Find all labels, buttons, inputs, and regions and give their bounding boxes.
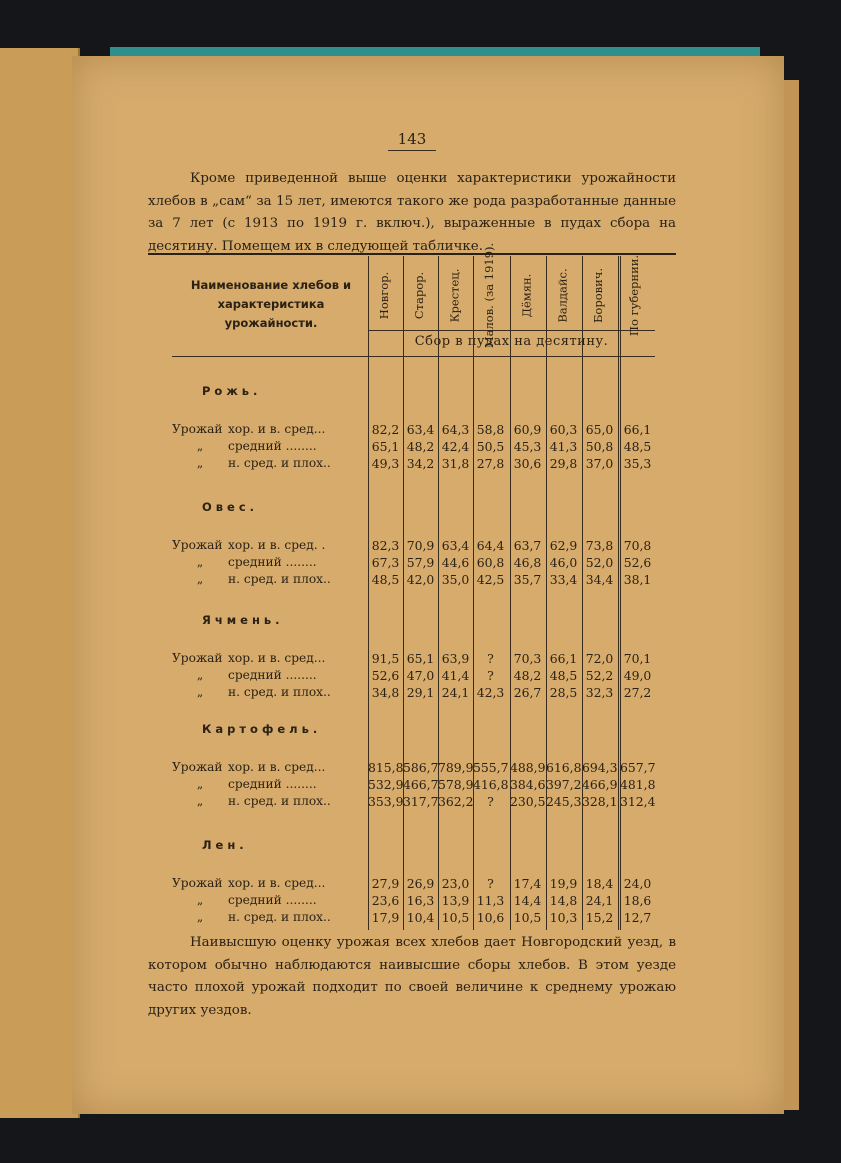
table-cell: 45,3 <box>513 439 542 454</box>
table-cell: 18,4 <box>585 876 614 891</box>
table-cell: 70,3 <box>513 651 542 666</box>
table-cell: 57,9 <box>406 555 435 570</box>
table-cell: 416,8 <box>473 777 509 792</box>
column-divider <box>473 256 474 930</box>
table-cell: 34,4 <box>585 572 614 587</box>
row-label-text: средний ........ <box>228 777 317 791</box>
table-cell: ? <box>487 668 494 683</box>
row-label-prefix: Урожай <box>172 538 223 552</box>
table-cell: 60,9 <box>513 422 542 437</box>
table-cell: 24,1 <box>585 893 614 908</box>
table-cell: 73,8 <box>585 538 614 553</box>
table-cell: 44,6 <box>441 555 470 570</box>
table-top-rule <box>148 253 676 255</box>
table-cell: 58,8 <box>476 422 505 437</box>
table-cell: 312,4 <box>620 794 656 809</box>
table-cell: 64,3 <box>441 422 470 437</box>
table-cell: 47,0 <box>406 668 435 683</box>
column-divider <box>438 256 439 930</box>
row-label <box>172 760 364 774</box>
table-cell: 13,9 <box>441 893 470 908</box>
row-label-text: хор. и в. сред... <box>228 876 326 890</box>
table-cell: 15,2 <box>585 910 614 925</box>
table-cell: 42,0 <box>406 572 435 587</box>
row-label-text: средний ........ <box>228 555 317 569</box>
table-cell: 815,8 <box>368 760 404 775</box>
column-divider <box>403 256 404 930</box>
row-label-prefix: „ <box>196 893 204 907</box>
table-cell: 66,1 <box>623 422 652 437</box>
row-label <box>172 538 364 552</box>
table-cell: 82,2 <box>371 422 400 437</box>
table-cell: 34,8 <box>371 685 400 700</box>
row-label-text: хор. и в. сред... <box>228 651 326 665</box>
table-cell: 362,2 <box>438 794 474 809</box>
table-cell: 38,1 <box>623 572 652 587</box>
table-cell: 23,0 <box>441 876 470 891</box>
row-label-prefix: „ <box>196 456 204 470</box>
row-label-prefix: „ <box>196 439 204 453</box>
column-divider <box>546 256 547 930</box>
table-cell: 49,0 <box>623 668 652 683</box>
table-cell: 50,5 <box>476 439 505 454</box>
column-header-label: Старор. <box>412 271 427 319</box>
table-cell: 384,6 <box>510 777 546 792</box>
column-header-label: Валдайс. <box>555 267 570 323</box>
harvest-table <box>172 242 656 930</box>
row-label <box>172 555 364 569</box>
table-cell: 72,0 <box>585 651 614 666</box>
table-cell: 60,8 <box>476 555 505 570</box>
table-cell: 24,0 <box>623 876 652 891</box>
table-cell: 23,6 <box>371 893 400 908</box>
row-label <box>172 668 364 682</box>
table-cell: 50,8 <box>585 439 614 454</box>
row-label <box>172 685 364 699</box>
row-label-text: н. сред. и плох.. <box>228 794 331 808</box>
table-cell: 91,5 <box>371 651 400 666</box>
table-cell: 63,7 <box>513 538 542 553</box>
row-label-text: хор. и в. сред... <box>228 760 326 774</box>
crop-group-title: Овес. <box>202 500 259 514</box>
table-cell: 29,1 <box>406 685 435 700</box>
column-header <box>439 260 471 330</box>
closing-paragraph: Наивысшую оценку урожая всех хлебов дает Новгородский уезд, в котором обычно наблюдаются наивысшие сборы хлебов. В этом уезде часто плохой урожай подходит по своей величине к среднему урожаю других уездов. <box>148 935 676 1018</box>
table-cell: 42,5 <box>476 572 505 587</box>
row-label-prefix: „ <box>196 668 204 682</box>
row-label <box>172 422 364 436</box>
column-header-label: Дёмян. <box>519 273 534 317</box>
table-cell: 67,3 <box>371 555 400 570</box>
table-cell: 65,1 <box>406 651 435 666</box>
table-cell: 35,0 <box>441 572 470 587</box>
table-cell: ? <box>487 876 494 891</box>
row-label <box>172 794 364 808</box>
page-number: 143 <box>388 130 436 151</box>
table-cell: 10,3 <box>549 910 578 925</box>
column-header-label: Новгор. <box>377 271 392 319</box>
table-cell: 52,2 <box>585 668 614 683</box>
table-cell: 52,6 <box>371 668 400 683</box>
table-cell: 37,0 <box>585 456 614 471</box>
table-cell: 397,2 <box>546 777 582 792</box>
row-label <box>172 893 364 907</box>
table-cell: 586,7 <box>403 760 439 775</box>
table-cell: 32,3 <box>585 685 614 700</box>
row-label-prefix: „ <box>196 910 204 924</box>
header-divider <box>368 330 655 331</box>
table-cell: 28,5 <box>549 685 578 700</box>
column-header <box>404 260 436 330</box>
row-label-text: н. сред. и плох.. <box>228 572 331 586</box>
row-label <box>172 456 364 470</box>
column-header <box>369 260 401 330</box>
table-cell: 14,4 <box>513 893 542 908</box>
row-label-text: средний ........ <box>228 439 317 453</box>
row-label-prefix: „ <box>196 685 204 699</box>
table-cell: 42,3 <box>476 685 505 700</box>
table-cell: 17,4 <box>513 876 542 891</box>
table-cell: 19,9 <box>549 876 578 891</box>
table-cell: 24,1 <box>441 685 470 700</box>
table-cell: 49,3 <box>371 456 400 471</box>
table-cell: 578,9 <box>438 777 474 792</box>
table-cell: 789,9 <box>438 760 474 775</box>
column-divider <box>510 256 511 930</box>
row-label-text: н. сред. и плох.. <box>228 685 331 699</box>
table-cell: 27,8 <box>476 456 505 471</box>
header-divider <box>172 356 655 357</box>
table-cell: 353,9 <box>368 794 404 809</box>
table-cell: 616,8 <box>546 760 582 775</box>
column-header <box>511 260 543 330</box>
table-cell: ? <box>487 651 494 666</box>
table-cell: 466,9 <box>582 777 618 792</box>
table-cell: 29,8 <box>549 456 578 471</box>
column-header <box>474 242 506 348</box>
table-cell: 12,7 <box>623 910 652 925</box>
table-cell: 488,9 <box>510 760 546 775</box>
row-label-prefix: „ <box>196 572 204 586</box>
row-label-prefix: Урожай <box>172 760 223 774</box>
row-label-text: средний ........ <box>228 668 317 682</box>
table-cell: 70,1 <box>623 651 652 666</box>
row-label-prefix: Урожай <box>172 876 223 890</box>
table-cell: 26,9 <box>406 876 435 891</box>
table-cell: 18,6 <box>623 893 652 908</box>
unit-subheader: Сбор в пудах на десятину. <box>414 334 609 349</box>
column-header-label: Малов. (за 1919). <box>482 242 497 348</box>
table-cell: 82,3 <box>371 538 400 553</box>
table-cell: 34,2 <box>406 456 435 471</box>
row-label <box>172 572 364 586</box>
table-cell: 41,4 <box>441 668 470 683</box>
table-cell: 657,7 <box>620 760 656 775</box>
row-label-prefix: „ <box>196 777 204 791</box>
table-cell: 481,8 <box>620 777 656 792</box>
table-cell: 70,8 <box>623 538 652 553</box>
table-cell: 35,7 <box>513 572 542 587</box>
column-header-label: Крестец. <box>447 268 462 322</box>
table-cell: 31,8 <box>441 456 470 471</box>
table-cell: 230,5 <box>510 794 546 809</box>
column-divider <box>618 256 621 930</box>
table-cell: 532,9 <box>368 777 404 792</box>
row-label-text: хор. и в. сред... <box>228 422 326 436</box>
table-cell: 14,8 <box>549 893 578 908</box>
table-cell: 52,0 <box>585 555 614 570</box>
intro-paragraph: Кроме приведенной выше оценки характеристики урожайности хлебов в „сам“ за 15 лет, имеются такого же рода разработанные данные за 7 лет (с 1913 по 1919 г. включ.), выраженные в пудах сбора на десятину. Помещем их в следующей табличке. <box>148 171 676 254</box>
table-cell: 46,8 <box>513 555 542 570</box>
name-column-header: Наименование хлебов и характеристика урожайности. <box>190 278 352 330</box>
row-label-prefix: „ <box>196 794 204 808</box>
table-cell: 10,5 <box>513 910 542 925</box>
table-cell: 48,2 <box>513 668 542 683</box>
table-cell: 245,3 <box>546 794 582 809</box>
table-cell: ? <box>487 794 494 809</box>
column-header-label: По губернии. <box>627 254 642 336</box>
table-cell: 26,7 <box>513 685 542 700</box>
table-cell: 10,4 <box>406 910 435 925</box>
row-label <box>172 910 364 924</box>
table-cell: 63,9 <box>441 651 470 666</box>
table-cell: 27,2 <box>623 685 652 700</box>
row-label-prefix: Урожай <box>172 422 223 436</box>
table-cell: 64,4 <box>476 538 505 553</box>
table-cell: 17,9 <box>371 910 400 925</box>
table-cell: 30,6 <box>513 456 542 471</box>
row-label-prefix: „ <box>196 555 204 569</box>
table-cell: 11,3 <box>476 893 505 908</box>
table-cell: 694,3 <box>582 760 618 775</box>
table-cell: 70,9 <box>406 538 435 553</box>
previous-page-edge <box>0 48 80 1118</box>
table-cell: 328,1 <box>582 794 618 809</box>
table-cell: 16,3 <box>406 893 435 908</box>
column-header <box>619 254 651 336</box>
column-divider <box>368 256 369 930</box>
row-label <box>172 439 364 453</box>
table-cell: 46,0 <box>549 555 578 570</box>
table-cell: 65,1 <box>371 439 400 454</box>
table-cell: 66,1 <box>549 651 578 666</box>
row-label-text: хор. и в. сред. . <box>228 538 326 552</box>
crop-group-title: Ячмень. <box>202 613 284 627</box>
table-cell: 48,5 <box>549 668 578 683</box>
row-label-text: средний ........ <box>228 893 317 907</box>
crop-group-title: Рожь. <box>202 384 262 398</box>
table-cell: 42,4 <box>441 439 470 454</box>
table-cell: 33,4 <box>549 572 578 587</box>
row-label <box>172 876 364 890</box>
table-cell: 48,2 <box>406 439 435 454</box>
table-cell: 52,6 <box>623 555 652 570</box>
column-header-label: Борович. <box>591 267 606 323</box>
table-cell: 35,3 <box>623 456 652 471</box>
column-divider <box>582 256 583 930</box>
table-cell: 63,4 <box>406 422 435 437</box>
table-cell: 63,4 <box>441 538 470 553</box>
table-cell: 27,9 <box>371 876 400 891</box>
table-cell: 555,7 <box>473 760 509 775</box>
table-cell: 62,9 <box>549 538 578 553</box>
table-cell: 466,7 <box>403 777 439 792</box>
table-cell: 65,0 <box>585 422 614 437</box>
table-cell: 48,5 <box>371 572 400 587</box>
row-label-text: н. сред. и плох.. <box>228 456 331 470</box>
crop-group-title: Картофель. <box>202 722 322 736</box>
crop-group-title: Лен. <box>202 838 248 852</box>
table-cell: 48,5 <box>623 439 652 454</box>
table-cell: 10,5 <box>441 910 470 925</box>
table-cell: 317,7 <box>403 794 439 809</box>
row-label <box>172 777 364 791</box>
column-header <box>583 260 615 330</box>
row-label-text: н. сред. и плох.. <box>228 910 331 924</box>
row-label <box>172 651 364 665</box>
row-label-prefix: Урожай <box>172 651 223 665</box>
table-cell: 10,6 <box>476 910 505 925</box>
table-cell: 60,3 <box>549 422 578 437</box>
column-header <box>547 260 579 330</box>
table-cell: 41,3 <box>549 439 578 454</box>
